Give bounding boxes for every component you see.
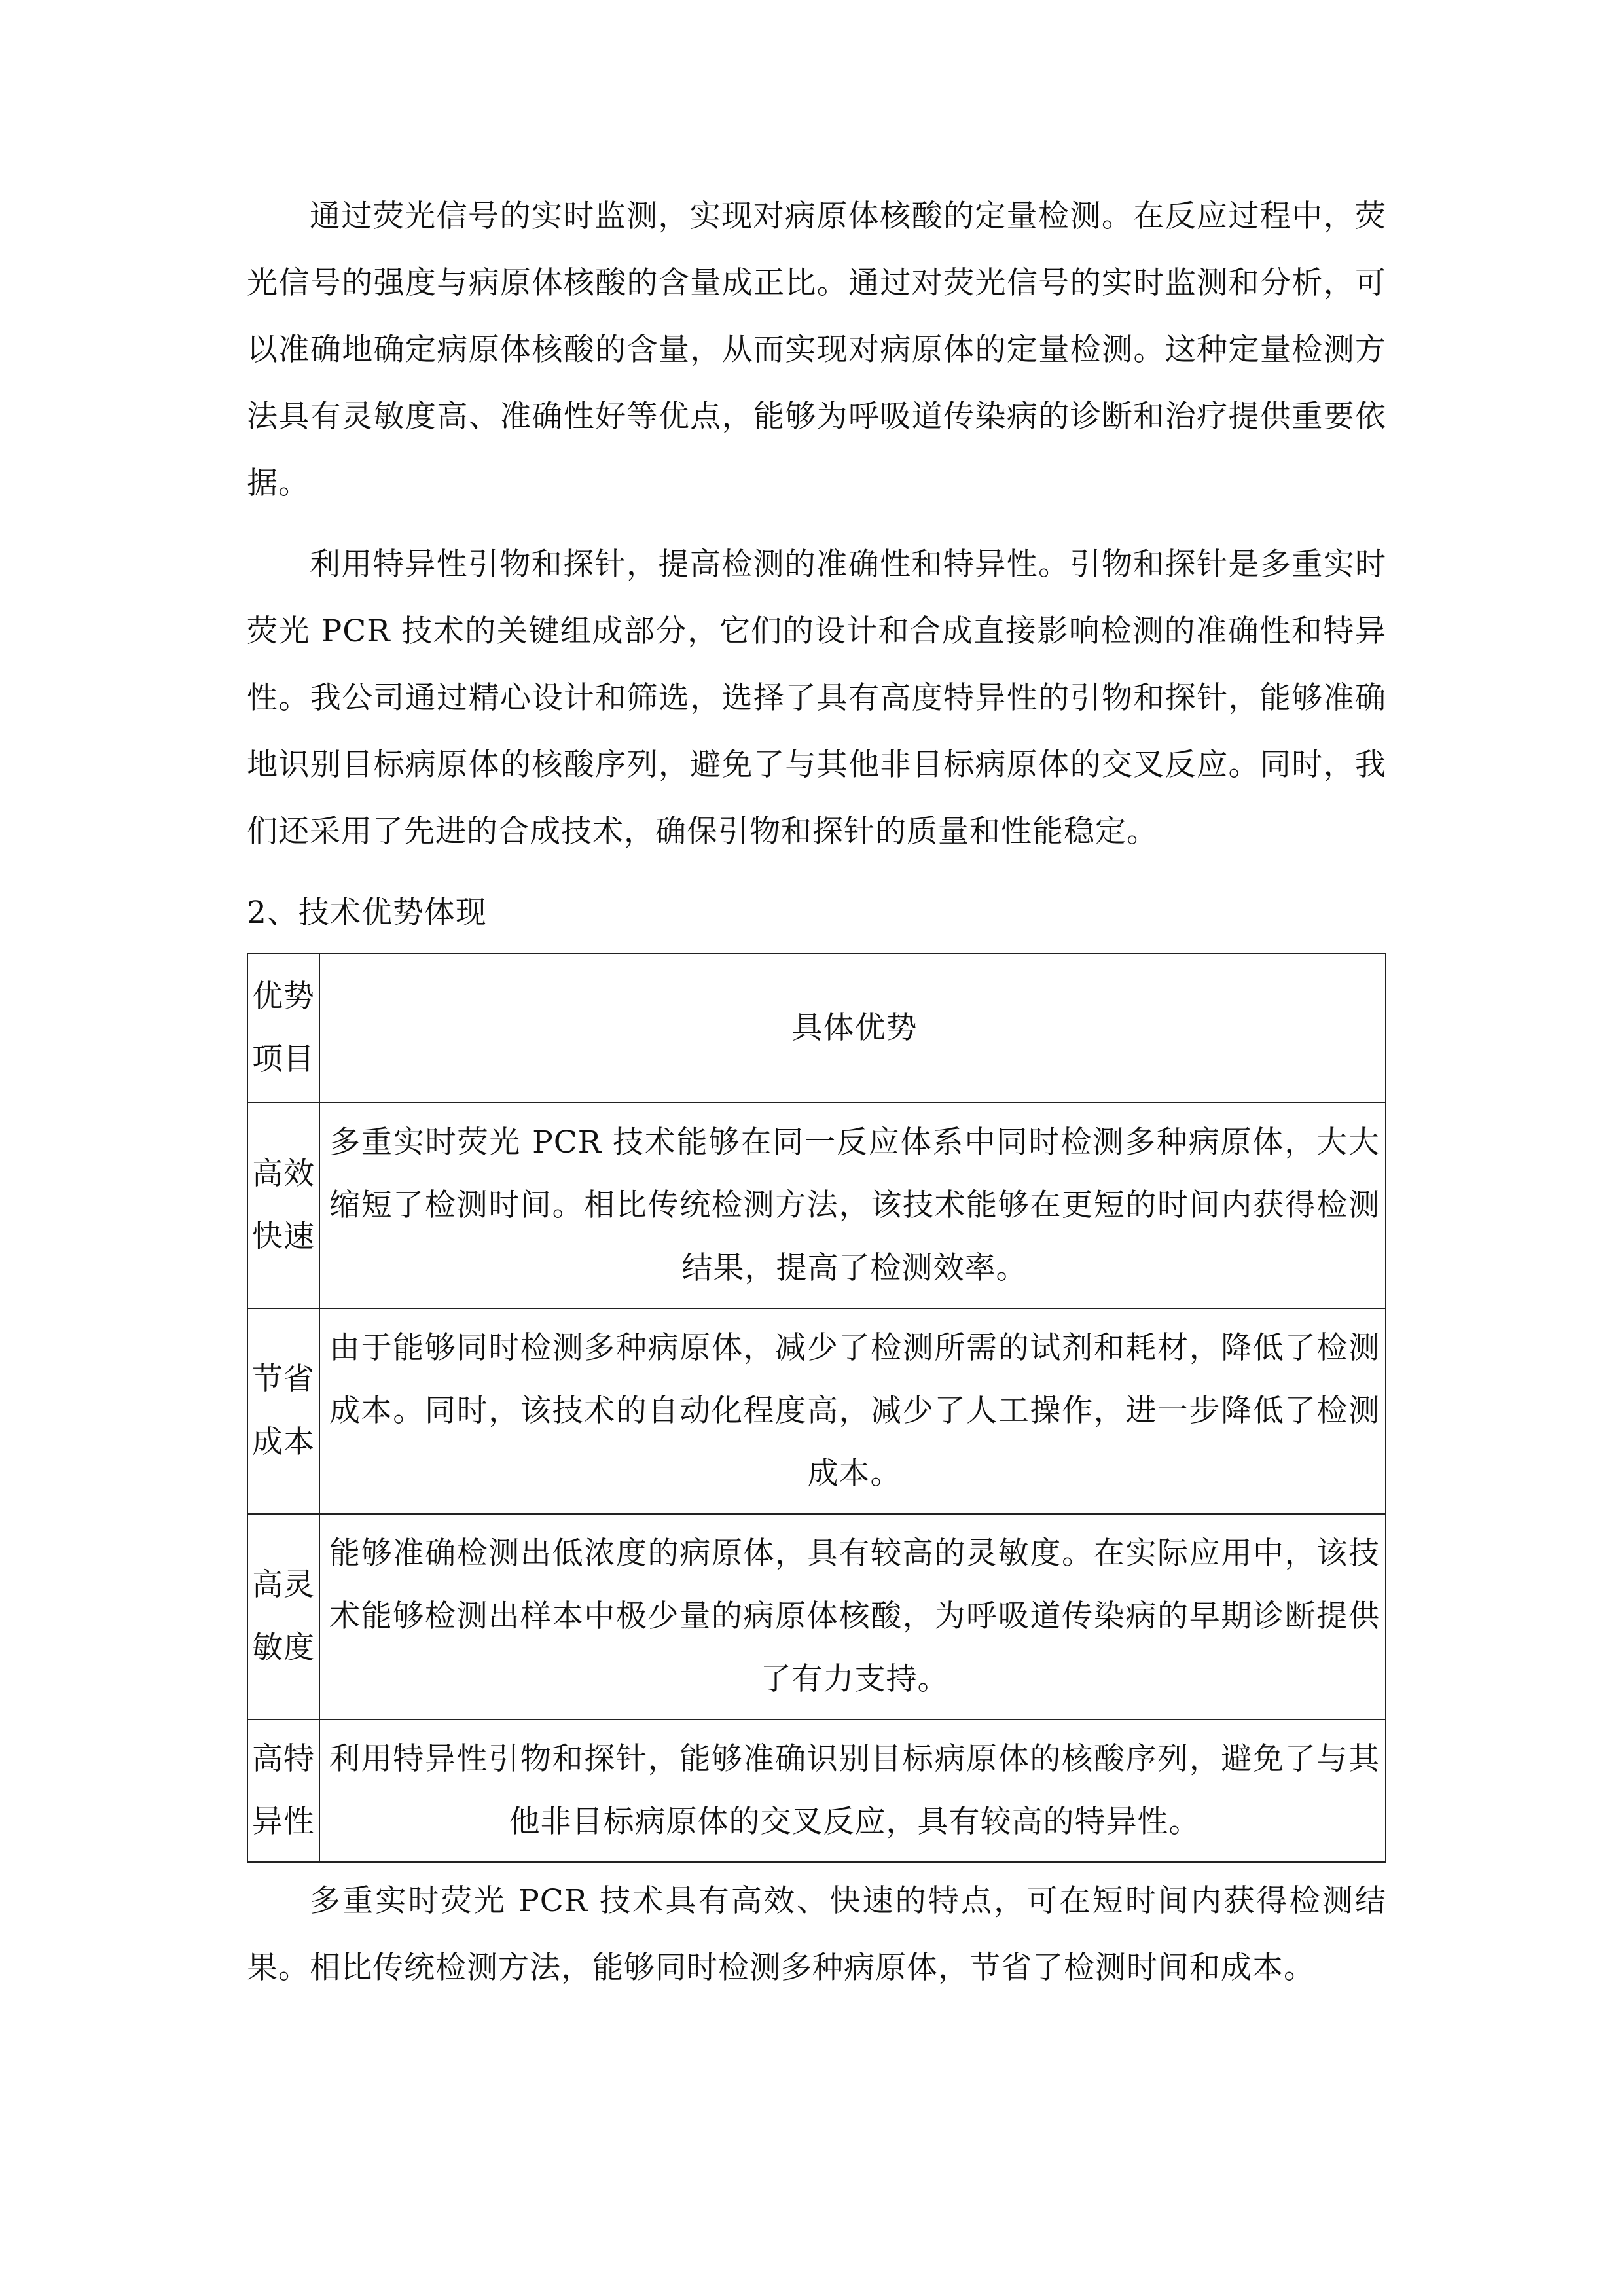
table-cell-detail (319, 1514, 1386, 1719)
table-header-row (247, 954, 1386, 1103)
table-row (247, 1103, 1386, 1308)
detail-text: 能够准确检测出低浓度的病原体，具有较高的灵敏度。在实际应用中，该技术能够检测出样本中极少量的病原体核酸，为呼吸道传染病的早期诊断提供了有力支持。 (329, 1535, 1380, 1697)
advantages-table (247, 953, 1386, 1863)
paragraph-summary: 多重实时荧光 PCR 技术具有高效、快速的特点，可在短时间内获得检测结果。相比传统检测方法，能够同时检测多种病原体，节省了检测时间和成本。 (247, 1883, 1386, 1986)
table-header-detail: 具体优势 (319, 954, 1386, 1103)
paragraph-primers-probes: 利用特异性引物和探针，提高检测的准确性和特异性。引物和探针是多重实时荧光 PCR 技术的关键组成部分，它们的设计和合成直接影响检测的准确性和特异性。我公司通过精心设计和筛选，选择了具有高度特异性的引物和探针，能够准确地识别目标病原体的核酸序列，避免了与其他非目标病原体的交叉反应。同时，我们还采用了先进的合成技术，确保引物和探针的质量和性能稳定。 (247, 547, 1386, 850)
section-heading: 2、技术优势体现 (247, 895, 487, 931)
paragraph-quantitative-detection: 通过荧光信号的实时监测，实现对病原体核酸的定量检测。在反应过程中，荧光信号的强度与病原体核酸的含量成正比。通过对荧光信号的实时监测和分析，可以准确地确定病原体核酸的含量，从而实现对病原体的定量检测。这种定量检测方法具有灵敏度高、准确性好等优点，能够为呼吸道传染病的诊断和治疗提供重要依据。 (247, 198, 1386, 501)
detail-text: 利用特异性引物和探针，能够准确识别目标病原体的核酸序列，避免了与其他非目标病原体的交叉反应，具有较高的特异性。 (329, 1741, 1380, 1840)
table-header-item: 优势项目 (247, 954, 319, 1103)
table-cell-detail (319, 1719, 1386, 1862)
document-page (247, 183, 1386, 2016)
table-cell-item: 节省成本 (247, 1308, 319, 1514)
table-row (247, 1719, 1386, 1862)
detail-text: 多重实时荧光 PCR 技术能够在同一反应体系中同时检测多种病原体，大大缩短了检测时间。相比传统检测方法，该技术能够在更短的时间内获得检测结果，提高了检测效率。 (329, 1124, 1380, 1286)
table-cell-detail (319, 1103, 1386, 1308)
table-cell-item: 高效快速 (247, 1103, 319, 1308)
table-cell-detail (319, 1308, 1386, 1514)
detail-text: 由于能够同时检测多种病原体，减少了检测所需的试剂和耗材，降低了检测成本。同时，该技术的自动化程度高，减少了人工操作，进一步降低了检测成本。 (329, 1330, 1380, 1492)
table-cell-item: 高灵敏度 (247, 1514, 319, 1719)
table-row (247, 1514, 1386, 1719)
table-cell-item: 高特异性 (247, 1719, 319, 1862)
table-row (247, 1308, 1386, 1514)
